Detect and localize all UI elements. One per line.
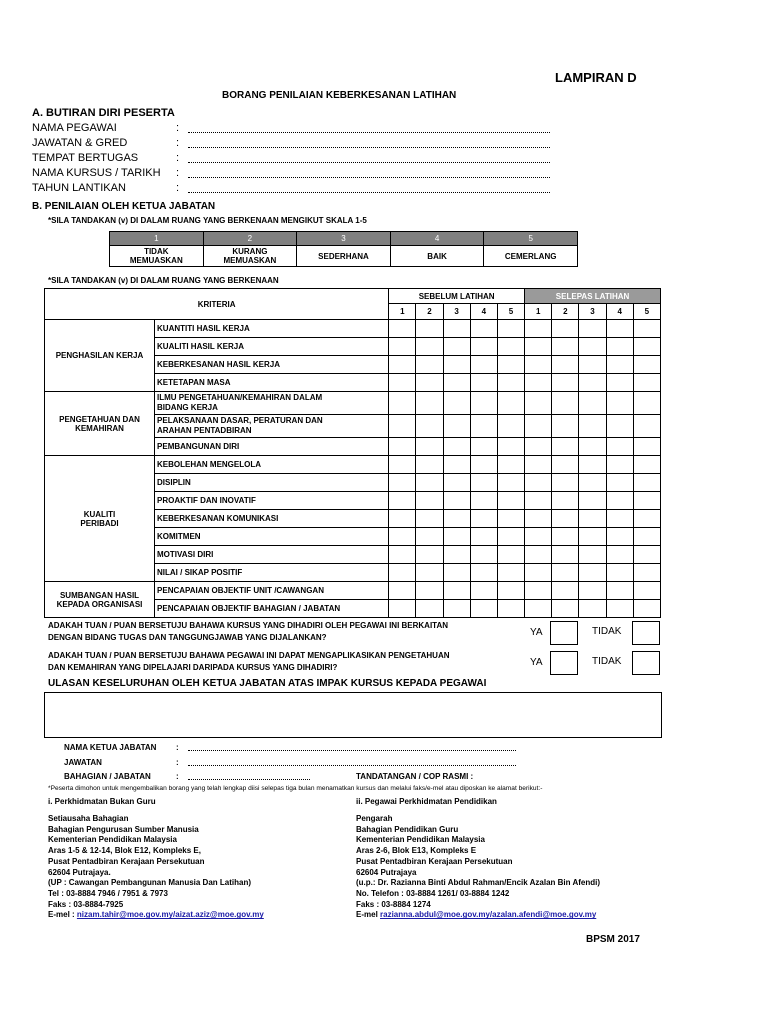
rating-cell[interactable] xyxy=(579,528,606,546)
rating-cell[interactable] xyxy=(606,338,633,356)
field-label: NAMA KURSUS / TARIKH xyxy=(32,167,161,179)
rating-cell[interactable] xyxy=(389,374,416,392)
col-number: 1 xyxy=(389,304,416,320)
rating-cell[interactable] xyxy=(443,510,470,528)
category-cell: SUMBANGAN HASIL KEPADA ORGANISASI xyxy=(45,582,155,618)
criteria-item: KETETAPAN MASA xyxy=(155,374,389,392)
rating-cell[interactable] xyxy=(525,474,552,492)
ya-label: YA xyxy=(530,657,543,668)
rating-cell[interactable] xyxy=(416,338,443,356)
col-number: 5 xyxy=(497,304,524,320)
rating-cell[interactable] xyxy=(552,528,579,546)
kriteria-header: KRITERIA xyxy=(45,289,389,320)
field-label: NAMA PEGAWAI xyxy=(32,122,117,134)
criteria-item: PENCAPAIAN OBJEKTIF UNIT /CAWANGAN xyxy=(155,582,389,600)
rating-cell[interactable] xyxy=(497,600,524,618)
rating-cell[interactable] xyxy=(497,374,524,392)
rating-cell[interactable] xyxy=(552,474,579,492)
col-number: 4 xyxy=(470,304,497,320)
rating-cell[interactable] xyxy=(416,546,443,564)
rating-cell[interactable] xyxy=(443,374,470,392)
rating-cell[interactable] xyxy=(443,528,470,546)
rating-cell[interactable] xyxy=(525,510,552,528)
colon: : xyxy=(176,137,180,149)
address-line: Bahagian Pengurusan Sumber Manusia xyxy=(48,824,199,834)
rating-cell[interactable] xyxy=(552,510,579,528)
rating-cell[interactable] xyxy=(633,392,660,415)
field-label: JAWATAN & GRED xyxy=(32,137,128,149)
rating-cell[interactable] xyxy=(606,320,633,338)
form-title: BORANG PENILAIAN KEBERKESANAN LATIHAN xyxy=(222,90,457,101)
rating-cell[interactable] xyxy=(416,438,443,456)
rating-cell[interactable] xyxy=(497,546,524,564)
rating-cell[interactable] xyxy=(552,392,579,415)
address-line: Pusat Pentadbiran Kerajaan Persekutuan xyxy=(48,856,205,866)
rating-cell[interactable] xyxy=(470,356,497,374)
rating-cell[interactable] xyxy=(470,492,497,510)
address-line: Aras 1-5 & 12-14, Blok E12, Kompleks E, xyxy=(48,846,201,856)
rating-cell[interactable] xyxy=(606,356,633,374)
rating-cell[interactable] xyxy=(525,456,552,474)
col-number: 5 xyxy=(633,304,660,320)
rating-cell[interactable] xyxy=(552,415,579,438)
rating-cell[interactable] xyxy=(470,600,497,618)
rating-cell[interactable] xyxy=(416,320,443,338)
field-input[interactable] xyxy=(188,183,550,193)
colon: : xyxy=(176,122,180,134)
rating-cell[interactable] xyxy=(497,582,524,600)
rating-cell[interactable] xyxy=(389,546,416,564)
scale-note: *SILA TANDAKAN (v) DI DALAM RUANG YANG BERKENAAN MENGIKUT SKALA 1-5 xyxy=(48,216,367,225)
rating-cell[interactable] xyxy=(416,492,443,510)
criteria-item: PENCAPAIAN OBJEKTIF BAHAGIAN / JABATAN xyxy=(155,600,389,618)
address-line: (u.p.: Dr. Razianna Binti Abdul Rahman/Encik Azalan Bin Afendi) xyxy=(356,878,601,888)
category-cell: PENGETAHUAN DAN KEMAHIRAN xyxy=(45,392,155,456)
rating-cell[interactable] xyxy=(389,474,416,492)
rating-cell[interactable] xyxy=(389,600,416,618)
rating-cell[interactable] xyxy=(443,415,470,438)
rating-cell[interactable] xyxy=(416,415,443,438)
nama-ketua-label: NAMA KETUA JABATAN xyxy=(64,743,157,752)
rating-cell[interactable] xyxy=(633,600,660,618)
colon: : xyxy=(176,152,180,164)
rating-cell[interactable] xyxy=(633,456,660,474)
rating-cell[interactable] xyxy=(497,564,524,582)
address-line: (UP : Cawangan Pembangunan Manusia Dan Latihan) xyxy=(48,878,251,888)
rating-cell[interactable] xyxy=(443,356,470,374)
criteria-item: NILAI / SIKAP POSITIF xyxy=(155,564,389,582)
rating-cell[interactable] xyxy=(443,492,470,510)
col-number: 1 xyxy=(525,304,552,320)
rating-cell[interactable] xyxy=(470,582,497,600)
rating-cell[interactable] xyxy=(497,392,524,415)
address-line: Tel : 03-8884 7946 / 7951 & 7973 xyxy=(48,888,168,898)
scale-label: CEMERLANG xyxy=(484,246,578,267)
rating-cell[interactable] xyxy=(389,510,416,528)
scale-label: KURANG MEMUASKAN xyxy=(203,246,297,267)
rating-cell[interactable] xyxy=(606,474,633,492)
field-label: TEMPAT BERTUGAS xyxy=(32,152,139,164)
rating-cell[interactable] xyxy=(579,546,606,564)
email-label: E-mel xyxy=(356,910,381,920)
criteria-item: KUALITI HASIL KERJA xyxy=(155,338,389,356)
rating-cell[interactable] xyxy=(416,528,443,546)
email-line xyxy=(48,910,264,919)
scale-number: 2 xyxy=(203,232,297,246)
rating-cell[interactable] xyxy=(470,546,497,564)
scale-label: BAIK xyxy=(390,246,484,267)
bahagian-label: BAHAGIAN / JABATAN xyxy=(64,772,151,781)
left-address-heading: i. Perkhidmatan Bukan Guru xyxy=(48,797,156,806)
rating-cell[interactable] xyxy=(443,392,470,415)
criteria-item: ILMU PENGETAHUAN/KEMAHIRAN DALAM BIDANG KERJA xyxy=(155,392,389,415)
scale-number: 1 xyxy=(110,232,204,246)
ya-label: YA xyxy=(530,627,543,638)
colon: : xyxy=(176,758,179,767)
email-line xyxy=(356,910,596,919)
rating-cell[interactable] xyxy=(389,582,416,600)
criteria-item: KOMITMEN xyxy=(155,528,389,546)
colon: : xyxy=(176,772,179,781)
rating-cell[interactable] xyxy=(443,474,470,492)
rating-cell[interactable] xyxy=(470,528,497,546)
rating-cell[interactable] xyxy=(579,474,606,492)
rating-cell[interactable] xyxy=(633,492,660,510)
rating-cell[interactable] xyxy=(470,510,497,528)
rating-cell[interactable] xyxy=(416,582,443,600)
rating-cell[interactable] xyxy=(443,564,470,582)
rating-cell[interactable] xyxy=(525,546,552,564)
category-cell: PENGHASILAN KERJA xyxy=(45,320,155,392)
address-line: Aras 2-6, Blok E13, Kompleks E xyxy=(356,846,477,856)
scale-label: TIDAK MEMUASKAN xyxy=(110,246,204,267)
sebelum-header: SEBELUM LATIHAN xyxy=(389,289,525,304)
address-line: Pusat Pentadbiran Kerajaan Persekutuan xyxy=(356,856,513,866)
tandatangan-label: TANDATANGAN / COP RASMI : xyxy=(356,772,474,781)
rating-cell[interactable] xyxy=(606,456,633,474)
rating-cell[interactable] xyxy=(389,456,416,474)
email-link[interactable]: nizam.tahir@moe.gov.my/aizat.aziz@moe.gov.my xyxy=(76,910,264,920)
rating-cell[interactable] xyxy=(389,392,416,415)
rating-cell[interactable] xyxy=(633,415,660,438)
rating-cell[interactable] xyxy=(606,438,633,456)
ya-checkbox[interactable] xyxy=(550,651,578,675)
footnote: *Peserta dimohon untuk mengembalikan borang yang telah lengkap diisi selepas tiga bulan menamatkan kursus dan melalui faks/e-mel atau diposkan ke alamat berikut:- xyxy=(48,785,543,792)
criteria-item: PELAKSANAAN DASAR, PERATURAN DAN ARAHAN PENTADBIRAN xyxy=(155,415,389,438)
rating-cell[interactable] xyxy=(633,582,660,600)
criteria-item: PEMBANGUNAN DIRI xyxy=(155,438,389,456)
address-line: Pengarah xyxy=(356,814,393,823)
rating-cell[interactable] xyxy=(416,474,443,492)
rating-cell[interactable] xyxy=(497,456,524,474)
criteria-item: KEBERKESANAN HASIL KERJA xyxy=(155,356,389,374)
rating-cell[interactable] xyxy=(552,356,579,374)
rating-cell[interactable] xyxy=(606,582,633,600)
criteria-note: *SILA TANDAKAN (v) DI DALAM RUANG YANG BERKENAAN xyxy=(48,276,279,285)
rating-cell[interactable] xyxy=(416,564,443,582)
rating-cell[interactable] xyxy=(633,528,660,546)
field-input[interactable] xyxy=(188,123,550,133)
rating-cell[interactable] xyxy=(470,564,497,582)
rating-cell[interactable] xyxy=(497,528,524,546)
footer-label: BPSM 2017 xyxy=(586,934,640,945)
rating-cell[interactable] xyxy=(579,392,606,415)
rating-cell[interactable] xyxy=(470,415,497,438)
ya-checkbox[interactable] xyxy=(550,621,578,645)
criteria-item: KEBOLEHAN MENGELOLA xyxy=(155,456,389,474)
rating-cell[interactable] xyxy=(443,456,470,474)
ulasan-textarea[interactable] xyxy=(44,692,662,738)
col-number: 2 xyxy=(552,304,579,320)
scale-table xyxy=(109,231,578,267)
rating-cell[interactable] xyxy=(606,392,633,415)
rating-cell[interactable] xyxy=(633,320,660,338)
rating-cell[interactable] xyxy=(470,374,497,392)
rating-cell[interactable] xyxy=(579,374,606,392)
rating-cell[interactable] xyxy=(443,582,470,600)
rating-cell[interactable] xyxy=(633,374,660,392)
jawatan-label: JAWATAN xyxy=(64,758,102,767)
rating-cell[interactable] xyxy=(497,415,524,438)
rating-cell[interactable] xyxy=(633,546,660,564)
rating-cell[interactable] xyxy=(497,438,524,456)
rating-cell[interactable] xyxy=(606,528,633,546)
rating-cell[interactable] xyxy=(470,474,497,492)
rating-cell[interactable] xyxy=(497,510,524,528)
rating-cell[interactable] xyxy=(606,546,633,564)
question-text: ADAKAH TUAN / PUAN BERSETUJU BAHAWA KURSUS YANG DIHADIRI OLEH PEGAWAI INI BERKAITAN DENGAN BIDANG TUGAS DAN TANGGUNGJAWAB YANG DIJALANKAN? xyxy=(48,621,449,642)
rating-cell[interactable] xyxy=(389,338,416,356)
field-input[interactable] xyxy=(188,168,550,178)
rating-cell[interactable] xyxy=(579,415,606,438)
address-line: Kementerian Pendidikan Malaysia xyxy=(48,835,177,845)
rating-cell[interactable] xyxy=(525,582,552,600)
address-line: Kementerian Pendidikan Malaysia xyxy=(356,835,485,845)
rating-cell[interactable] xyxy=(525,492,552,510)
rating-cell[interactable] xyxy=(470,438,497,456)
tidak-label: TIDAK xyxy=(592,626,622,637)
address-line: 62604 Putrajaya xyxy=(356,867,417,877)
rating-cell[interactable] xyxy=(416,356,443,374)
rating-cell[interactable] xyxy=(579,356,606,374)
rating-cell[interactable] xyxy=(525,320,552,338)
jawatan-field[interactable] xyxy=(188,757,516,766)
rating-cell[interactable] xyxy=(552,456,579,474)
question-text: ADAKAH TUAN / PUAN BERSETUJU BAHAWA PEGAWAI INI DAPAT MENGAPLIKASIKAN PENGETAHUAN DAN KEMAHIRAN YANG DIPELAJARI DARIPADA KURSUS YANG DIHADIRI? xyxy=(48,651,450,672)
rating-cell[interactable] xyxy=(606,600,633,618)
address-line: 62604 Putrajaya. xyxy=(48,867,111,877)
tidak-checkbox[interactable] xyxy=(632,621,660,645)
rating-cell[interactable] xyxy=(579,564,606,582)
rating-cell[interactable] xyxy=(525,338,552,356)
selepas-header: SELEPAS LATIHAN xyxy=(525,289,661,304)
section-a-heading: A. BUTIRAN DIRI PESERTA xyxy=(32,107,175,119)
lampiran-label: LAMPIRAN D xyxy=(555,70,637,85)
scale-number: 3 xyxy=(297,232,391,246)
rating-cell[interactable] xyxy=(552,320,579,338)
field-input[interactable] xyxy=(188,153,550,163)
rating-cell[interactable] xyxy=(389,356,416,374)
rating-cell[interactable] xyxy=(470,320,497,338)
rating-cell[interactable] xyxy=(633,356,660,374)
rating-cell[interactable] xyxy=(552,492,579,510)
rating-cell[interactable] xyxy=(552,582,579,600)
email-label: E-mel : xyxy=(48,910,77,920)
rating-cell[interactable] xyxy=(443,600,470,618)
address-line: No. Telefon : 03-8884 1261/ 03-8884 1242 xyxy=(356,888,510,898)
col-number: 3 xyxy=(579,304,606,320)
rating-cell[interactable] xyxy=(606,374,633,392)
rating-cell[interactable] xyxy=(443,338,470,356)
email-link[interactable]: razianna.abdul@moe.gov.my/azalan.afendi@moe.gov.my xyxy=(380,910,597,920)
rating-cell[interactable] xyxy=(552,564,579,582)
criteria-table xyxy=(44,288,661,618)
rating-cell[interactable] xyxy=(416,510,443,528)
col-number: 3 xyxy=(443,304,470,320)
rating-cell[interactable] xyxy=(606,510,633,528)
rating-cell[interactable] xyxy=(525,415,552,438)
rating-cell[interactable] xyxy=(552,600,579,618)
rating-cell[interactable] xyxy=(633,474,660,492)
rating-cell[interactable] xyxy=(470,338,497,356)
rating-cell[interactable] xyxy=(606,492,633,510)
scale-number: 5 xyxy=(484,232,578,246)
tidak-label: TIDAK xyxy=(592,656,622,667)
rating-cell[interactable] xyxy=(552,338,579,356)
rating-cell[interactable] xyxy=(416,392,443,415)
col-number: 4 xyxy=(606,304,633,320)
rating-cell[interactable] xyxy=(579,492,606,510)
rating-cell[interactable] xyxy=(552,546,579,564)
rating-cell[interactable] xyxy=(579,582,606,600)
rating-cell[interactable] xyxy=(579,456,606,474)
right-address-heading: ii. Pegawai Perkhidmatan Pendidikan xyxy=(356,797,497,806)
rating-cell[interactable] xyxy=(443,438,470,456)
rating-cell[interactable] xyxy=(633,564,660,582)
rating-cell[interactable] xyxy=(416,456,443,474)
rating-cell[interactable] xyxy=(525,600,552,618)
rating-cell[interactable] xyxy=(389,492,416,510)
criteria-item: KEBERKESANAN KOMUNIKASI xyxy=(155,510,389,528)
rating-cell[interactable] xyxy=(416,374,443,392)
criteria-item: DISIPLIN xyxy=(155,474,389,492)
rating-cell[interactable] xyxy=(389,528,416,546)
rating-cell[interactable] xyxy=(579,600,606,618)
colon: : xyxy=(176,743,179,752)
rating-cell[interactable] xyxy=(579,510,606,528)
rating-cell[interactable] xyxy=(552,374,579,392)
rating-cell[interactable] xyxy=(389,564,416,582)
nama-ketua-field[interactable] xyxy=(188,742,516,751)
address-line: Faks : 03-8884 1274 xyxy=(356,899,431,909)
rating-cell[interactable] xyxy=(389,415,416,438)
tidak-checkbox[interactable] xyxy=(632,651,660,675)
field-label: TAHUN LANTIKAN xyxy=(32,182,126,194)
rating-cell[interactable] xyxy=(470,392,497,415)
rating-cell[interactable] xyxy=(497,320,524,338)
rating-cell[interactable] xyxy=(579,320,606,338)
rating-cell[interactable] xyxy=(525,374,552,392)
scale-label: SEDERHANA xyxy=(297,246,391,267)
rating-cell[interactable] xyxy=(443,320,470,338)
rating-cell[interactable] xyxy=(579,338,606,356)
rating-cell[interactable] xyxy=(497,492,524,510)
field-input[interactable] xyxy=(188,138,550,148)
rating-cell[interactable] xyxy=(389,438,416,456)
section-b-heading: B. PENILAIAN OLEH KETUA JABATAN xyxy=(32,201,216,212)
rating-cell[interactable] xyxy=(552,438,579,456)
rating-cell[interactable] xyxy=(606,415,633,438)
scale-number: 4 xyxy=(390,232,484,246)
rating-cell[interactable] xyxy=(525,356,552,374)
ulasan-heading: ULASAN KESELURUHAN OLEH KETUA JABATAN ATAS IMPAK KURSUS KEPADA PEGAWAI xyxy=(48,678,487,689)
rating-cell[interactable] xyxy=(389,320,416,338)
colon: : xyxy=(176,167,180,179)
rating-cell[interactable] xyxy=(525,528,552,546)
rating-cell[interactable] xyxy=(443,546,470,564)
rating-cell[interactable] xyxy=(606,564,633,582)
rating-cell[interactable] xyxy=(497,338,524,356)
rating-cell[interactable] xyxy=(633,438,660,456)
rating-cell[interactable] xyxy=(525,564,552,582)
criteria-item: KUANTITI HASIL KERJA xyxy=(155,320,389,338)
rating-cell[interactable] xyxy=(497,474,524,492)
bahagian-field[interactable] xyxy=(188,771,310,780)
colon: : xyxy=(176,182,180,194)
rating-cell[interactable] xyxy=(633,510,660,528)
rating-cell[interactable] xyxy=(633,338,660,356)
criteria-item: PROAKTIF DAN INOVATIF xyxy=(155,492,389,510)
criteria-item: MOTIVASI DIRI xyxy=(155,546,389,564)
rating-cell[interactable] xyxy=(497,356,524,374)
rating-cell[interactable] xyxy=(525,392,552,415)
rating-cell[interactable] xyxy=(416,600,443,618)
address-line: Setiausaha Bahagian xyxy=(48,814,129,823)
rating-cell[interactable] xyxy=(579,438,606,456)
rating-cell[interactable] xyxy=(470,456,497,474)
address-line: Bahagian Pendidikan Guru xyxy=(356,824,459,834)
col-number: 2 xyxy=(416,304,443,320)
address-line: Faks : 03-8884-7925 xyxy=(48,899,124,909)
category-cell: KUALITI PERIBADI xyxy=(45,456,155,582)
rating-cell[interactable] xyxy=(525,438,552,456)
